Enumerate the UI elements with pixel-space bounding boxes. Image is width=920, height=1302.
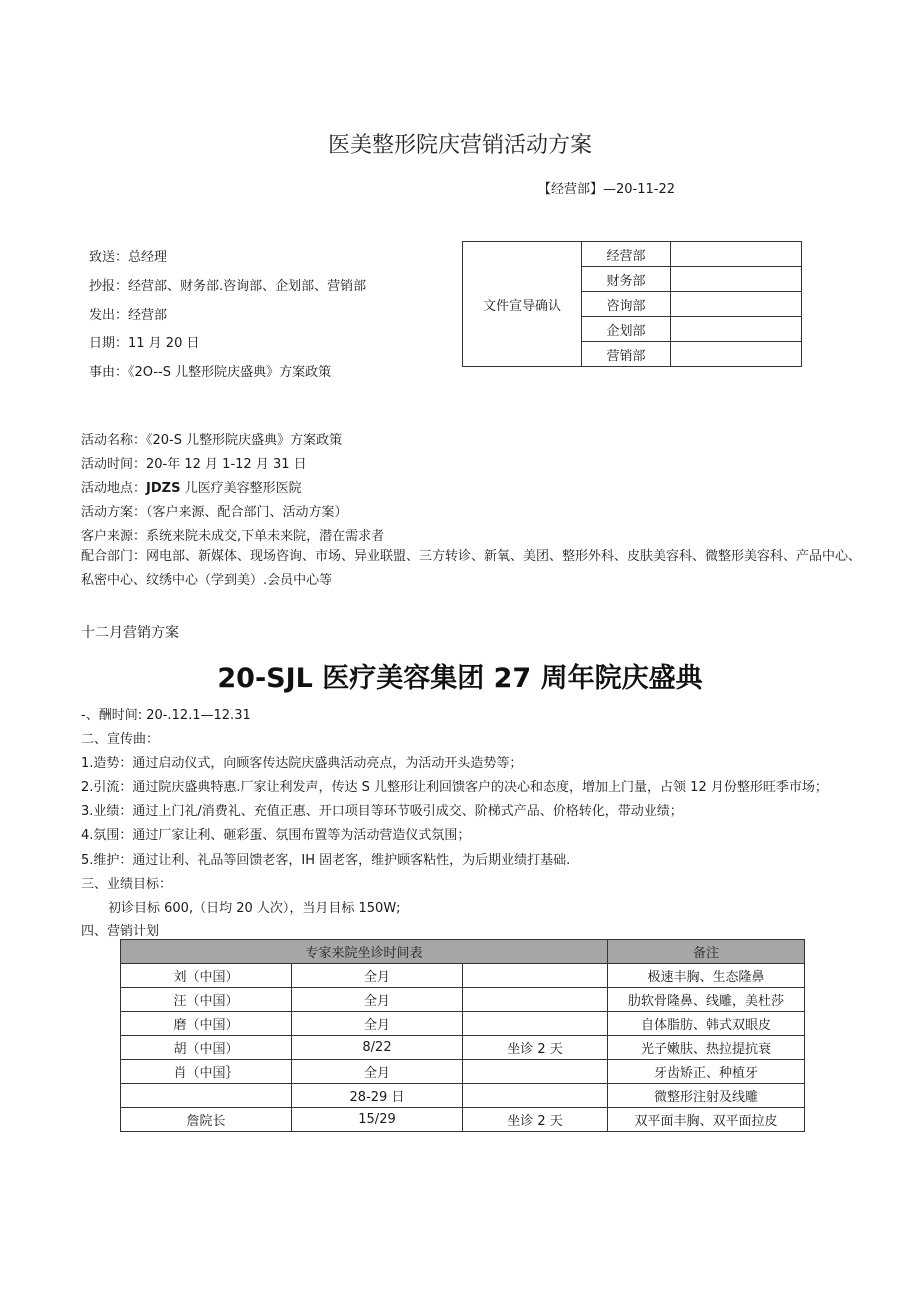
confirm-signature-cell: [671, 292, 802, 317]
table-cell: [121, 1084, 292, 1108]
schedule-note-header: 备注: [608, 940, 805, 964]
table-row: [121, 1012, 805, 1036]
page-title: 医美整形院庆营销活动方案: [327, 133, 592, 158]
table-row: [121, 988, 805, 1012]
table-cell: [463, 1084, 608, 1108]
promo-item: 2.引流：通过院庆盛典特惠.厂家让利发声，传达 S 儿整形让利回馈客户的决心和态度，增加上门量，占领 12 月份整形旺季市场；: [81, 780, 828, 795]
table-cell: 刘（中国）: [121, 964, 292, 988]
table-row: [121, 1036, 805, 1060]
confirm-dept: 财务部: [582, 267, 671, 292]
table-cell: 肖（中国｝: [121, 1060, 292, 1084]
confirm-signature-cell: [671, 267, 802, 292]
table-cell: 坐诊 2 天: [463, 1036, 608, 1060]
table-cell: 全月: [292, 1012, 463, 1036]
table-row: [121, 1060, 805, 1084]
section-heading: 十二月营销方案: [81, 625, 179, 641]
activity-place-rest: 儿医疗美容整形医院: [180, 481, 302, 496]
customer-source: 客户来源：系统来院未成交,下单未来院，潜在需求者: [81, 529, 385, 544]
table-cell: 极速丰胸、生态隆鼻: [608, 964, 805, 988]
memo-subject: 事由：《2O--S 儿整形院庆盛典》方案政策: [89, 365, 332, 380]
event-title: 20-SJL 医疗美容集团 27 周年院庆盛典: [217, 663, 703, 694]
confirm-signature-cell: [671, 242, 802, 267]
target-heading: 三、业绩目标：: [81, 877, 173, 892]
activity-name: 活动名称：《20-S 儿整形院庆盛典》方案政策: [81, 433, 343, 448]
schedule-heading: 四、营销计划: [81, 924, 160, 939]
table-row: [121, 964, 805, 988]
confirm-dept: 企划部: [582, 317, 671, 342]
confirmation-table: [462, 241, 802, 367]
table-row: [121, 1084, 805, 1108]
promo-item: 1.造势：通过启动仪式，向顾客传达院庆盛典活动亮点，为活动开头造势等；: [81, 756, 523, 771]
table-cell: 自体脂肪、韩式双眼皮: [608, 1012, 805, 1036]
table-cell: 胡（中国）: [121, 1036, 292, 1060]
promo-item: 5.维护：通过让利、礼品等回馈老客，IH 固老客，维护顾客粘性，为后期业绩打基础.: [81, 853, 571, 868]
promo-item: 4.氛围：通过厂家让利、砸彩蛋、氛围布置等为活动营造仪式氛围；: [81, 828, 471, 843]
table-cell: [463, 964, 608, 988]
table-cell: 磨（中国）: [121, 1012, 292, 1036]
department-date: 【经营部】—20-11-22: [538, 182, 676, 197]
promo-heading: 二、宣传曲：: [81, 732, 160, 747]
table-cell: 牙齿矫正、种植牙: [608, 1060, 805, 1084]
cooperating-departments: 配合部门：网电部、新媒体、现场咨询、市场、异业联盟、三方转诊、新氧、美团、整形外科、皮肤美容科、微整形美容科、产品中心、私密中心、纹绣中心（学到美）.会员中心等: [81, 549, 862, 588]
target-text: 初诊目标 600,（日均 20 人次），当月目标 150W;: [108, 901, 401, 916]
table-cell: 15/29: [292, 1108, 463, 1132]
table-cell: [463, 1012, 608, 1036]
memo-from: 发出：经营部: [89, 308, 168, 323]
confirm-signature-cell: [671, 317, 802, 342]
table-cell: 微整形注射及线雕: [608, 1084, 805, 1108]
confirm-dept: 咨询部: [582, 292, 671, 317]
table-cell: [463, 988, 608, 1012]
table-cell: 8/22: [292, 1036, 463, 1060]
memo-to: 致送：总经理: [89, 250, 168, 265]
table-cell: 汪（中国）: [121, 988, 292, 1012]
promo-item: 3.业绩：通过上门礼/消费礼、充值正惠、开口项目等环节吸引成交、阶梯式产品、价格转化，带动业绩；: [81, 804, 683, 819]
activity-place-label: 活动地点：: [81, 481, 147, 496]
confirm-signature-cell: [671, 342, 802, 367]
table-cell: 坐诊 2 天: [463, 1108, 608, 1132]
table-cell: 全月: [292, 964, 463, 988]
expert-schedule-table: [120, 939, 805, 1132]
confirm-dept: 营销部: [582, 342, 671, 367]
table-row: [121, 1108, 805, 1132]
table-cell: 双平面丰胸、双平面拉皮: [608, 1108, 805, 1132]
table-cell: 肋软骨隆鼻、线雕，美杜莎: [608, 988, 805, 1012]
table-cell: [463, 1060, 608, 1084]
memo-date: 日期：11 月 20 日: [89, 336, 200, 351]
activity-place: [81, 477, 302, 496]
confirmation-label: 文件宣导确认: [463, 242, 582, 367]
schedule-header: 专家来院坐诊时间表: [121, 940, 608, 964]
table-cell: 詹院长: [121, 1108, 292, 1132]
activity-plan: 活动方案：（客户来源、配合部门、活动方案）: [81, 505, 348, 520]
activity-place-code: JDZS: [146, 481, 181, 496]
activity-time: 活动时间：20-年 12 月 1-12 月 31 日: [81, 457, 307, 472]
table-cell: 全月: [292, 1060, 463, 1084]
table-cell: 全月: [292, 988, 463, 1012]
table-cell: 光子嫩肤、热拉提抗衰: [608, 1036, 805, 1060]
table-cell: 28-29 日: [292, 1084, 463, 1108]
plan-time: -、酬时间: 20-.12.1—12.31: [81, 708, 251, 723]
confirm-dept: 经营部: [582, 242, 671, 267]
memo-cc: 抄报：经营部、财务部.咨询部、企划部、营销部: [89, 279, 367, 294]
